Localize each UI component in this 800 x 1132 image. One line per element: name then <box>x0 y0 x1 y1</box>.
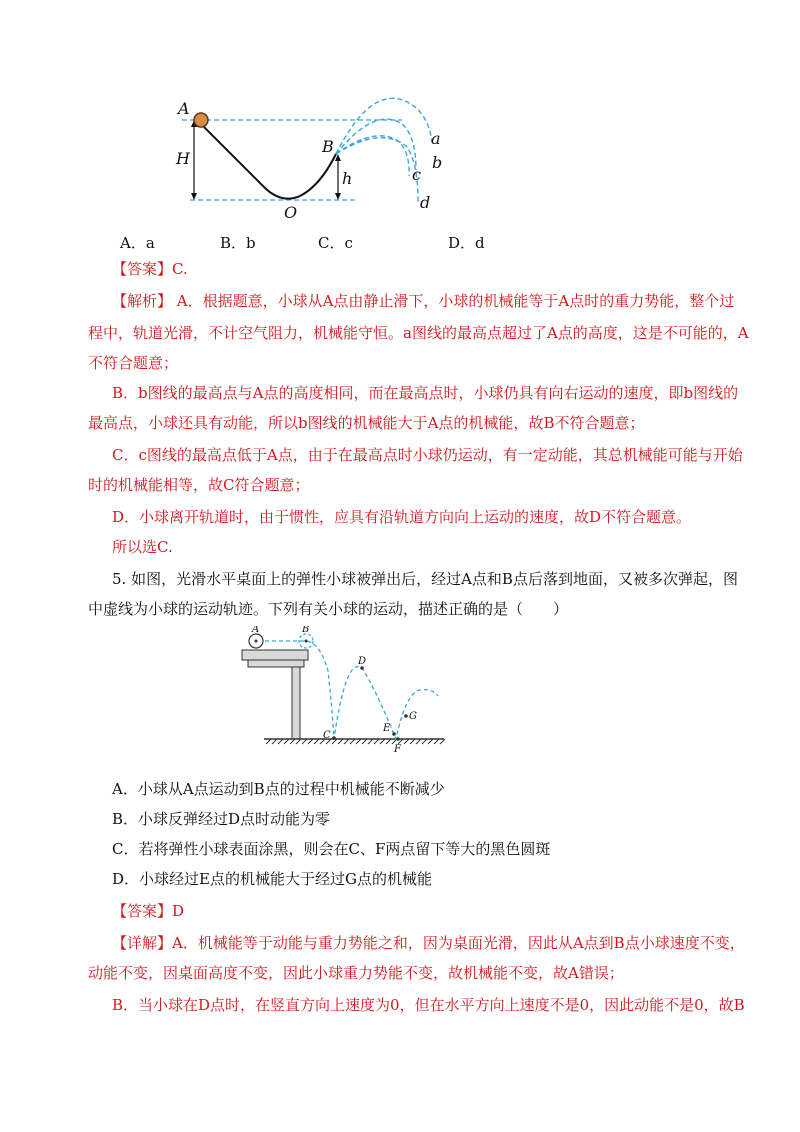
q5-option-a: A．小球从A点运动到B点的过程中机械能不断减少 <box>112 780 445 798</box>
label-b: b <box>432 153 443 172</box>
q5-detail-line: 动能不变，因桌面高度不变，因此小球重力势能不变，故机械能不变，故A错误； <box>88 964 624 982</box>
table-leg <box>292 667 300 739</box>
label-G: G <box>409 711 417 722</box>
label-E: E <box>383 723 391 734</box>
q4-option-b: B．b <box>220 234 256 252</box>
q5-answer: 【答案】D <box>112 902 185 920</box>
label-D: D <box>358 656 367 667</box>
label-a: a <box>431 129 441 148</box>
label-A: A <box>252 626 260 635</box>
label-A: A <box>178 99 190 118</box>
q4-analysis-line: 所以选C. <box>112 538 173 556</box>
q4-analysis-line: 时的机械能相等，故C符合题意； <box>88 476 310 494</box>
q4-analysis-line: B．b图线的最高点与A点的高度相同，而在最高点时，小球仍具有向右运动的速度，即b图线的 <box>112 384 739 402</box>
q4-analysis-line: 最高点，小球还具有动能，所以b图线的机械能大于A点的机械能，故B不符合题意； <box>88 414 645 432</box>
label-C: C <box>323 730 331 741</box>
label-B: B <box>302 626 310 635</box>
bouncing-ball-figure <box>236 626 456 756</box>
track-curve <box>201 124 336 199</box>
q4-option-c: C．c <box>318 234 353 252</box>
q5-stem-line: 中虚线为小球的运动轨迹。下列有关小球的运动，描述正确的是（ ） <box>88 600 569 618</box>
q4-analysis-line: 【解析】 A．根据题意，小球从A点由静止滑下，小球的机械能等于A点时的重力势能，整个过 <box>112 292 735 310</box>
label-c: c <box>412 165 421 184</box>
ball-icon <box>194 113 208 127</box>
label-H: H <box>176 149 190 168</box>
label-h: h <box>342 169 353 188</box>
q4-answer: 【答案】C. <box>112 260 188 278</box>
q5-detail-line: 【详解】A．机械能等于动能与重力势能之和，因为桌面光滑，因此从A点到B点小球速度不变， <box>112 934 745 952</box>
q4-analysis-line: 程中，轨道光滑，不计空气阻力，机械能守恒。a图线的最高点超过了A点的高度，这是不可能的，A <box>88 324 749 342</box>
label-B: B <box>322 137 334 156</box>
q5-option-c: C．若将弹性小球表面涂黑，则会在C、F两点留下等大的黑色圆斑 <box>112 840 551 858</box>
label-d: d <box>420 193 431 212</box>
table-top <box>242 650 308 660</box>
track-trajectory-figure <box>170 96 460 226</box>
q5-option-b: B．小球反弹经过D点时动能为零 <box>112 810 331 828</box>
q4-analysis-line: 不符合题意； <box>88 354 179 372</box>
q5-stem-line: 5. 如图，光滑水平桌面上的弹性小球被弹出后，经过A点和B点后落到地面，又被多次弹起，图 <box>112 570 738 588</box>
label-O: O <box>284 203 298 222</box>
label-F: F <box>394 744 401 755</box>
q4-analysis-line: C．c图线的最高点低于A点，由于在最高点时小球仍运动，有一定动能，其总机械能可能与开始 <box>112 446 743 464</box>
q5-detail-line: B．当小球在D点时，在竖直方向上速度为0，但在水平方向上速度不是0，因此动能不是0，故B <box>112 996 745 1014</box>
table-support <box>248 660 304 667</box>
q4-option-d: D．d <box>448 234 485 252</box>
q5-option-d: D．小球经过E点的机械能大于经过G点的机械能 <box>112 870 432 888</box>
q4-analysis-line: D．小球离开轨道时，由于惯性，应具有沿轨道方向向上运动的速度，故D不符合题意。 <box>112 508 692 526</box>
q4-option-a: A．a <box>120 234 155 252</box>
